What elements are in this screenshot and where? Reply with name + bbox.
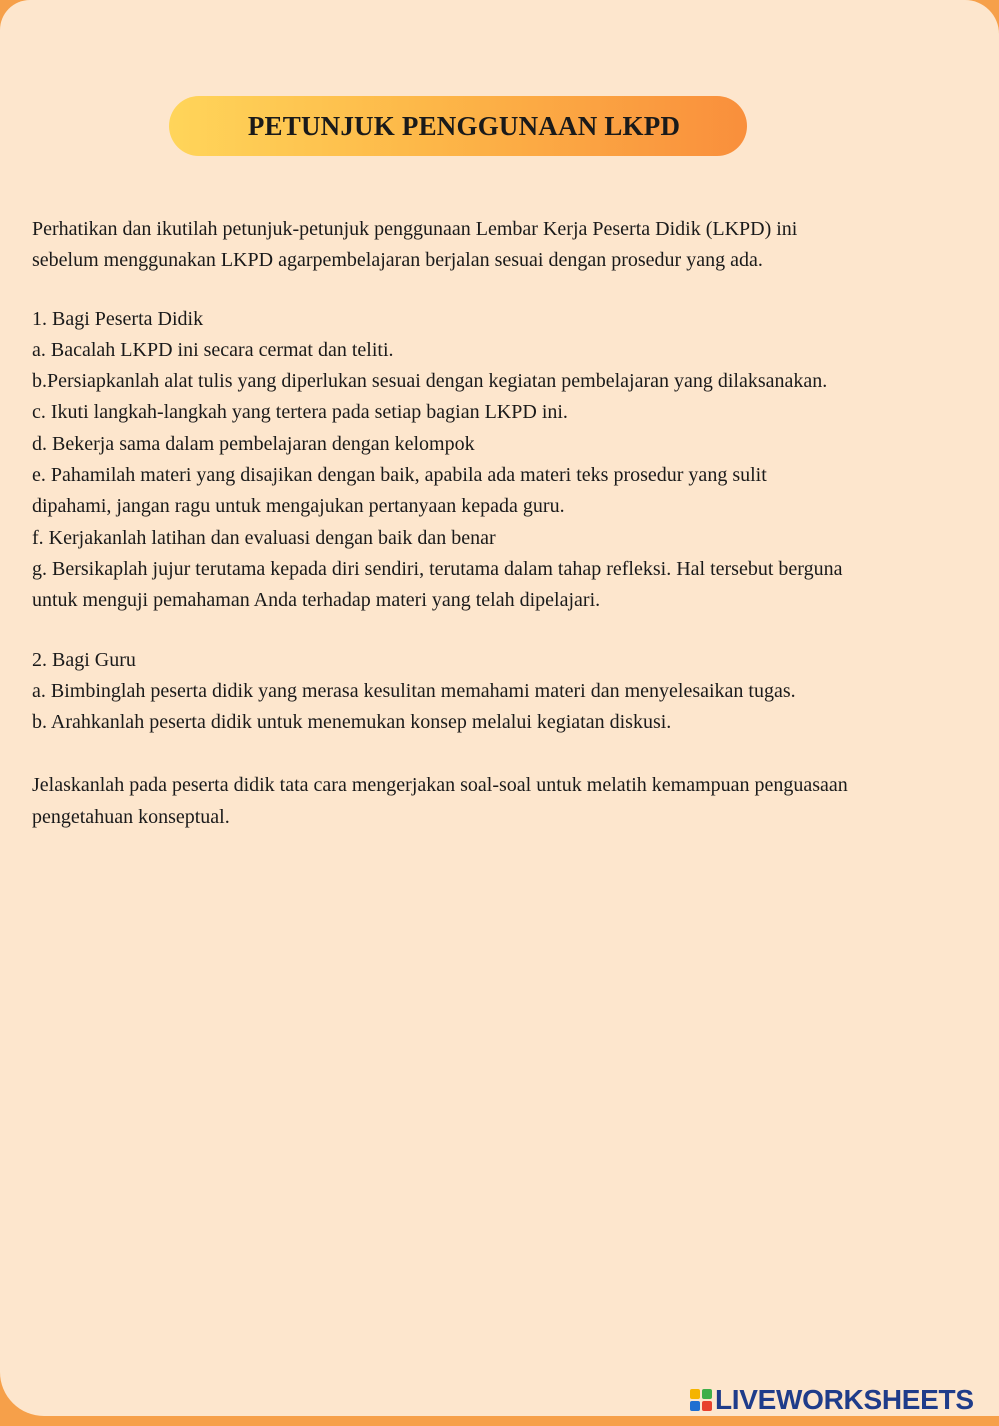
- logo-text: LIVEWORKSHEETS: [715, 1384, 974, 1415]
- students-section: [32, 304, 972, 617]
- students-item: e. Pahamilah materi yang disajikan dengan baik, apabila ada materi teks prosedur yang sulit: [32, 464, 767, 487]
- title-banner: [169, 96, 747, 156]
- teachers-heading: 2. Bagi Guru: [32, 648, 136, 671]
- students-item: g. Bersikaplah jujur terutama kepada diri sendiri, terutama dalam tahap refleksi. Hal tersebut berguna: [32, 557, 843, 580]
- logo-square: [690, 1389, 700, 1399]
- liveworksheets-icon: [690, 1389, 712, 1411]
- teachers-item: a. Bimbinglah peserta didik yang merasa kesulitan memahami materi dan menyelesaikan tugas.: [32, 679, 796, 702]
- students-item: untuk menguji pemahaman Anda terhadap materi yang telah dipelajari.: [32, 589, 601, 612]
- students-item: c. Ikuti langkah-langkah yang tertera pada setiap bagian LKPD ini.: [32, 401, 568, 424]
- students-item: dipahami, jangan ragu untuk mengajukan pertanyaan kepada guru.: [32, 495, 565, 518]
- intro-paragraph: [32, 214, 972, 277]
- logo-square: [702, 1389, 712, 1399]
- students-item: d. Bekerja sama dalam pembelajaran dengan kelompok: [32, 432, 475, 455]
- page-title: PETUNJUK PENGGUNAAN LKPD: [247, 110, 681, 141]
- teachers-item: b. Arahkanlah peserta didik untuk menemukan konsep melalui kegiatan diskusi.: [32, 711, 672, 734]
- instructions-body: [32, 214, 972, 833]
- teachers-section: [32, 645, 972, 739]
- liveworksheets-logo[interactable]: [690, 1383, 974, 1417]
- closing-paragraph: [32, 770, 972, 833]
- logo-square: [702, 1401, 712, 1411]
- logo-square: [690, 1401, 700, 1411]
- students-heading: 1. Bagi Peserta Didik: [32, 307, 204, 330]
- students-item: b.Persiapkanlah alat tulis yang diperlukan sesuai dengan kegiatan pembelajaran yang dilaksanakan.: [32, 370, 828, 393]
- closing-line: Jelaskanlah pada peserta didik tata cara mengerjakan soal-soal untuk melatih kemampuan penguasaan: [32, 774, 848, 797]
- students-item: f. Kerjakanlah latihan dan evaluasi dengan baik dan benar: [32, 526, 496, 549]
- students-item: a. Bacalah LKPD ini secara cermat dan teliti.: [32, 338, 394, 361]
- closing-line: pengetahuan konseptual.: [32, 805, 230, 828]
- intro-line: sebelum menggunakan LKPD agarpembelajaran berjalan sesuai dengan prosedur yang ada.: [32, 249, 763, 272]
- intro-line: Perhatikan dan ikutilah petunjuk-petunjuk penggunaan Lembar Kerja Peserta Didik (LKPD) ini: [32, 218, 798, 240]
